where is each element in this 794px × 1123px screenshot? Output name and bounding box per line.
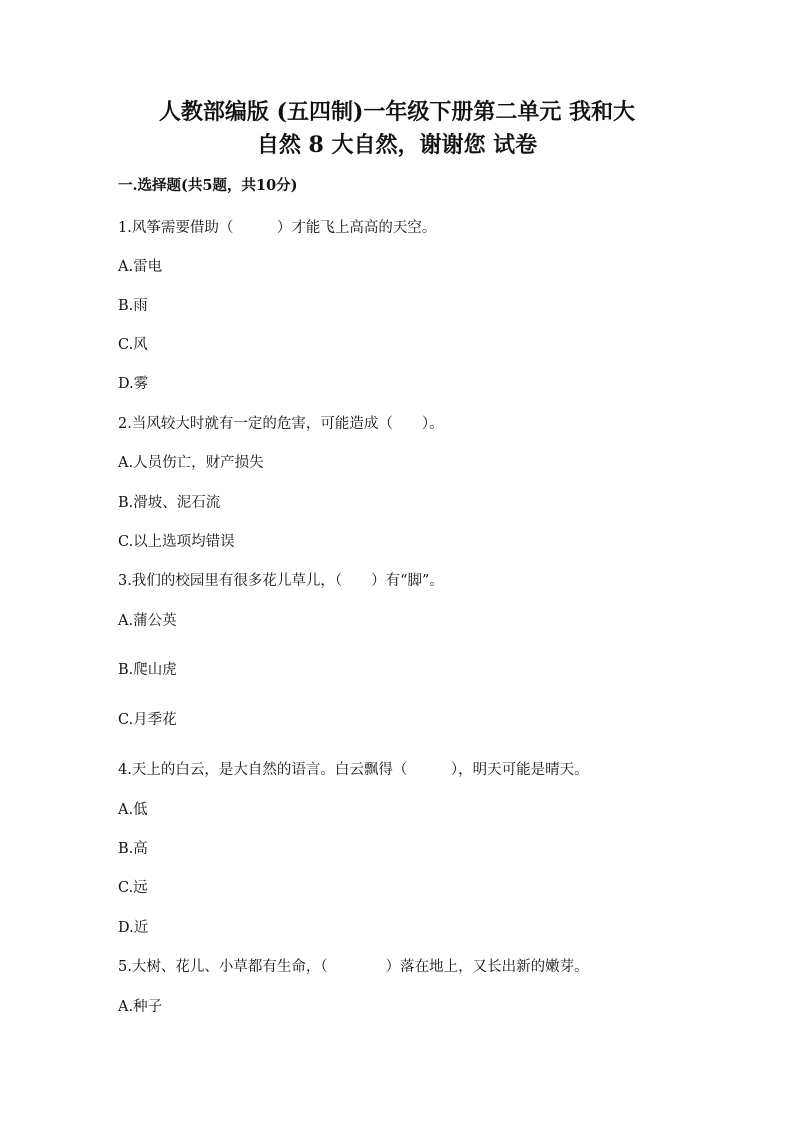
question-1-option-d: D.雾: [118, 376, 149, 392]
question-4-option-a: A.低: [118, 802, 148, 818]
section-heading: 一.选择题(共5题，共10分): [118, 177, 298, 194]
page-title-line-1: 人教部编版 (五四制)一年级下册第二单元 我和大: [158, 99, 636, 125]
question-4-stem: 4.天上的白云，是大自然的语言。白云飘得（ ），明天可能是晴天。: [118, 762, 589, 778]
question-1-stem: 1.风筝需要借助（ ）才能飞上高高的天空。: [118, 220, 437, 236]
page-title-line-2: 自然 8 大自然，谢谢您 试卷: [256, 132, 538, 158]
question-1-option-c: C.风: [118, 337, 148, 353]
question-3-option-c: C.月季花: [118, 712, 177, 728]
question-2-option-a: A.人员伤亡，财产损失: [118, 455, 264, 471]
question-3-option-b: B.爬山虎: [118, 662, 177, 678]
question-1-option-a: A.雷电: [118, 259, 163, 275]
question-4-option-c: C.远: [118, 880, 148, 896]
question-2-option-c: C.以上选项均错误: [118, 534, 235, 550]
question-2-stem: 2.当风较大时就有一定的危害，可能造成（ ）。: [118, 416, 444, 432]
question-4-option-d: D.近: [118, 920, 149, 936]
question-5-option-a: A.种子: [118, 999, 163, 1015]
question-5-stem: 5.大树、花儿、小草都有生命，（ ）落在地上，又长出新的嫩芽。: [118, 959, 589, 975]
question-4-option-b: B.高: [118, 841, 148, 857]
question-3-option-a: A.蒲公英: [118, 613, 177, 629]
question-3-stem: 3.我们的校园里有很多花儿草儿，（ ）有“脚”。: [118, 573, 444, 589]
question-1-option-b: B.雨: [118, 298, 148, 314]
question-2-option-b: B.滑坡、泥石流: [118, 495, 221, 511]
